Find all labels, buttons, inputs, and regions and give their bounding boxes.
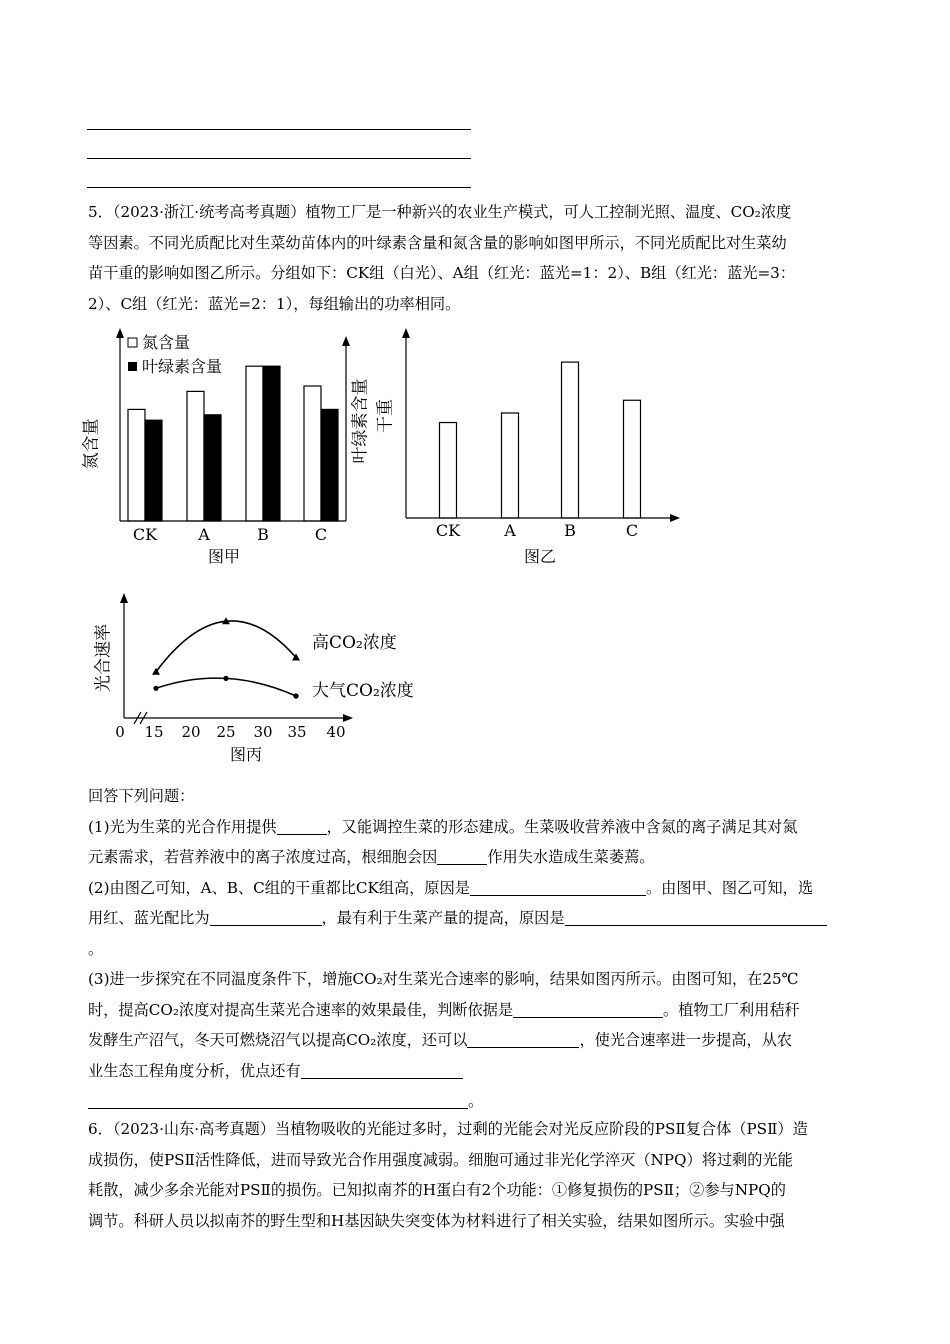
tick-bing-0: 0 <box>115 723 125 741</box>
point-bing-ambient-co2-15 <box>153 686 158 691</box>
q5-stem <box>88 197 868 319</box>
q5-stem-line-2: 等因素。不同光质配比对生菜幼苗体内的叶绿素含量和氮含量的影响如图甲所示，不同光质配比对生菜幼 <box>88 233 787 252</box>
part3-line-4: 业生态工程角度分析，优点还有 <box>88 1056 868 1087</box>
chart-jia-ylabel-right: 叶绿素含量 <box>350 378 371 464</box>
chart-jia-right-arrow <box>342 336 350 346</box>
chart-yi-y-arrow <box>402 328 410 338</box>
bar-jia-chlorophyll-A <box>204 415 221 521</box>
blank-3-4[interactable] <box>88 1091 468 1109</box>
chart-bing-tick-labels <box>115 723 345 741</box>
chart-yi-title: 图乙 <box>523 547 557 566</box>
bar-jia-nitrogen-CK <box>128 409 145 521</box>
point-bing-ambient-co2-35 <box>293 693 298 698</box>
part2-line-3: 。 <box>88 939 104 958</box>
blank-3-1[interactable] <box>513 1000 663 1018</box>
bar-yi-C <box>624 400 641 518</box>
blank-2-1[interactable] <box>470 878 646 896</box>
tick-bing-20: 20 <box>181 723 201 741</box>
chart-bing-y-arrow <box>120 593 128 603</box>
chart-jia-bars <box>128 366 338 521</box>
chart-jia-ylabel-left: 氮含量 <box>81 418 102 470</box>
bar-jia-chlorophyll-CK <box>145 420 162 521</box>
chart-yi-bars <box>440 362 641 518</box>
legend-nitrogen-label: 氮含量 <box>142 333 191 352</box>
tick-jia-A: A <box>198 525 210 544</box>
tick-yi-B: B <box>564 521 576 540</box>
chart-yi-category-labels <box>436 521 638 540</box>
chart-bing <box>90 590 430 768</box>
answer-blank-line-3 <box>87 187 471 188</box>
tick-jia-C: C <box>314 525 328 544</box>
q6-stem <box>88 1114 868 1236</box>
part2-line-2: 用红、蓝光配比为 ，最有利于生菜产量的提高，原因是 <box>88 903 868 934</box>
part2-line-1: (2)由图乙可知，A、B、C组的干重都比CK组高，原因是 。由图甲、图乙可知，选 <box>88 878 814 897</box>
series-bing-high-co2-line <box>156 621 296 672</box>
bar-jia-chlorophyll-B <box>263 366 280 521</box>
q6-line-3: 耗散，减少多余光能对PSⅡ的损伤。已知拟南芥的H蛋白有2个功能：①修复损伤的PSⅡ；②参与NPQ的 <box>88 1181 786 1199</box>
part3-line-2: 时，提高CO₂浓度对提高生菜光合速率的效果最佳，判断依据是 。植物工厂利用秸秆 <box>88 1000 800 1019</box>
blank-2-3[interactable] <box>565 908 827 926</box>
chart-jia-title: 图甲 <box>207 547 241 566</box>
blank-3-3[interactable] <box>301 1061 463 1079</box>
chart-bing-ylabel: 光合速率 <box>93 624 114 692</box>
bar-yi-A <box>502 413 519 518</box>
tick-jia-B: B <box>257 525 269 544</box>
tick-bing-25: 25 <box>216 723 236 741</box>
tick-yi-C: C <box>625 521 639 540</box>
bar-yi-CK <box>440 423 457 518</box>
legend-nitrogen-swatch <box>128 338 137 347</box>
part3-line-5: 。 <box>88 1086 868 1117</box>
q5-stem-line-4: 2）、C组（红光：蓝光=2：1），每组输出的功率相同。 <box>88 294 461 313</box>
chart-bing-x-arrow <box>343 714 353 722</box>
part1-line-1: (1)光为生菜的光合作用提供 ，又能调控生菜的形态建成。生菜吸收营养液中含氮的离子满足其对氮 <box>88 817 798 836</box>
chart-jia-left-arrow <box>116 328 124 338</box>
bar-jia-chlorophyll-C <box>321 409 338 521</box>
q5-stem-line-3: 苗干重的影响如图乙所示。分组如下：CK组（白光）、A组（红光：蓝光=1：2）、B组（红光：蓝光=3： <box>88 264 796 282</box>
label-bing-ambient-co2: 大气CO₂浓度 <box>312 681 414 701</box>
chart-yi <box>375 326 690 576</box>
blank-2-2[interactable] <box>210 908 322 926</box>
q6-line-2: 成损伤，使PSⅡ活性降低，进而导致光合作用强度减弱。细胞可通过非光化学淬灭（NPQ）将过剩的光能 <box>88 1150 793 1169</box>
label-bing-high-co2: 高CO₂浓度 <box>312 633 397 653</box>
tick-bing-30: 30 <box>253 723 273 741</box>
bar-yi-B <box>562 362 579 518</box>
part3-line-3: 发酵生产沼气，冬天可燃烧沼气以提高CO₂浓度，还可以 ，使光合速率进一步提高，从农 <box>88 1031 793 1049</box>
tick-yi-A: A <box>504 521 516 540</box>
chart-bing-title: 图丙 <box>229 745 263 764</box>
q5-answer-section <box>88 781 868 1117</box>
legend-chlorophyll-swatch <box>128 362 137 371</box>
chart-yi-ylabel: 干重 <box>375 399 396 433</box>
chart-yi-x-arrow <box>670 514 680 522</box>
tick-jia-CK: CK <box>132 525 158 544</box>
q6-line-4: 调节。科研人员以拟南芥的野生型和H基因缺失突变体为材料进行了相关实验，结果如图所示。实验中强 <box>88 1211 785 1230</box>
tick-yi-CK: CK <box>435 521 461 540</box>
answer-blank-line-2 <box>87 158 471 159</box>
tick-bing-40: 40 <box>326 723 346 741</box>
bar-jia-nitrogen-C <box>304 386 321 521</box>
answer-prompt: 回答下列问题： <box>88 787 195 805</box>
legend-chlorophyll-label: 叶绿素含量 <box>142 357 223 376</box>
bar-jia-nitrogen-A <box>187 391 204 521</box>
blank-3-2[interactable] <box>467 1030 579 1048</box>
chart-jia-category-labels <box>133 525 327 544</box>
chart-bing-plot <box>152 617 414 701</box>
blank-1-2[interactable] <box>437 847 487 865</box>
tick-bing-35: 35 <box>287 723 307 741</box>
answer-blank-line-1 <box>87 129 471 130</box>
q5-stem-line-1: 5．（2023·浙江·统考高考真题）植物工厂是一种新兴的农业生产模式，可人工控制光照、温度、CO₂浓度 <box>88 203 792 221</box>
point-bing-ambient-co2-25 <box>223 676 228 681</box>
tick-bing-15: 15 <box>144 723 164 741</box>
q6-line-1: 6．（2023·山东·高考真题）当植物吸收的光能过多时，过剩的光能会对光反应阶段的PSⅡ复合体（PSⅡ）造 <box>88 1120 808 1138</box>
blank-1-1[interactable] <box>277 817 327 835</box>
bar-jia-nitrogen-B <box>246 366 263 521</box>
chart-jia <box>81 326 371 576</box>
part3-line-1: (3)进一步探究在不同温度条件下，增施CO₂对生菜光合速率的影响，结果如图丙所示。由图可知，在25℃ <box>88 970 799 988</box>
part1-line-2: 元素需求，若营养液中的离子浓度过高，根细胞会因 作用失水造成生菜萎蔫。 <box>88 848 655 866</box>
